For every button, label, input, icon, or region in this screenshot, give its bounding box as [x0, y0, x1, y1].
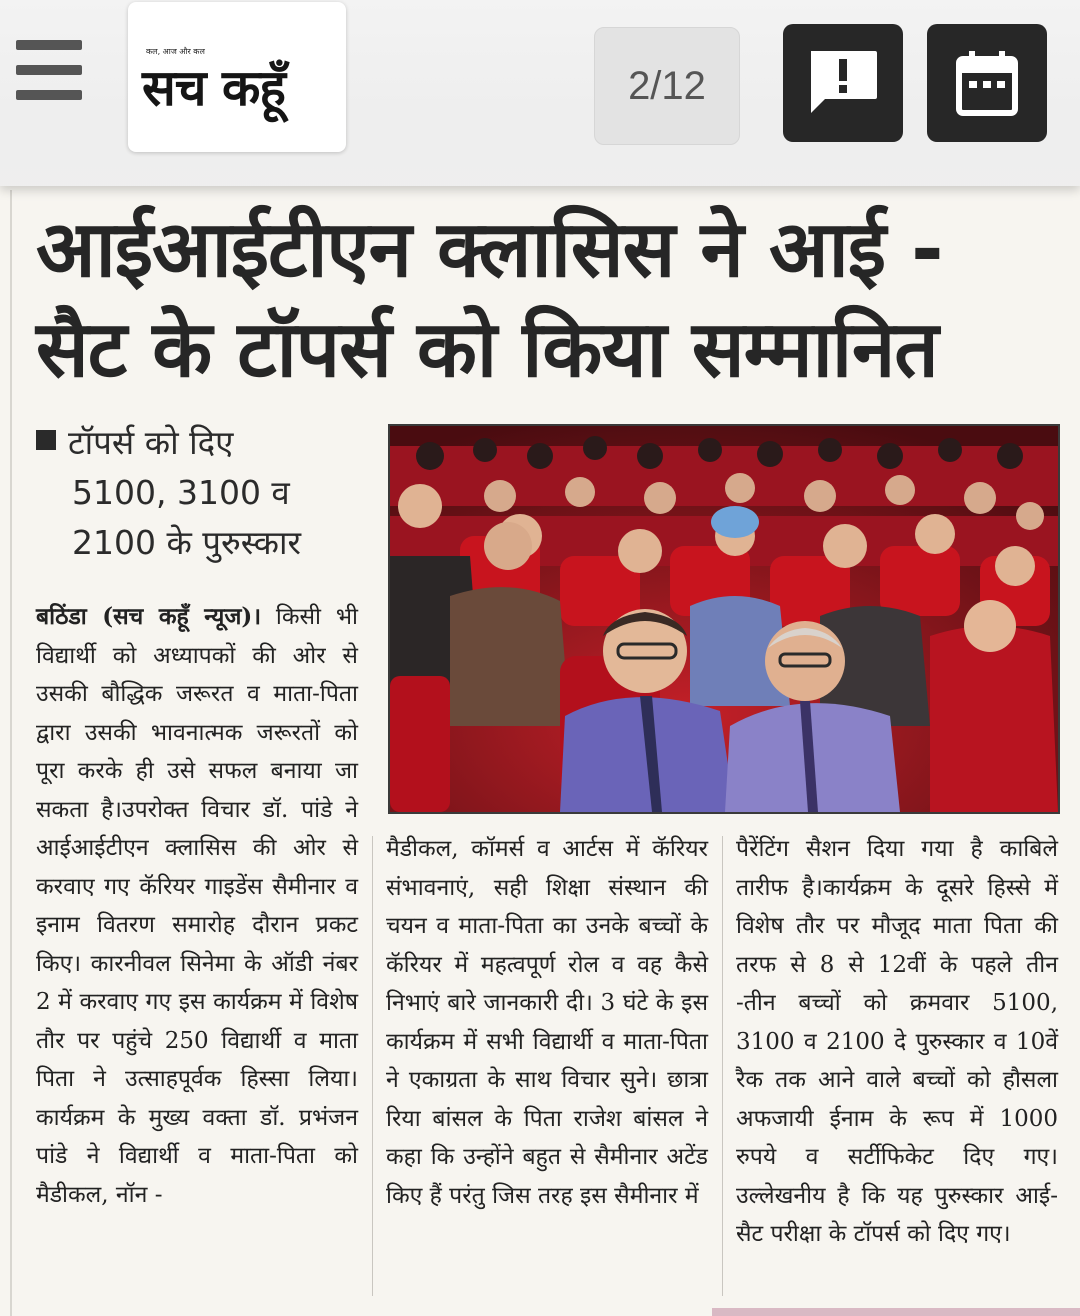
top-app-bar — [0, 0, 1080, 186]
newspaper-logo[interactable] — [128, 2, 346, 152]
article-column-3 — [736, 830, 1058, 1254]
column-divider — [372, 836, 373, 1296]
headline-line-1: आईआईटीएन क्लासिस ने आई - — [36, 205, 943, 295]
calendar-icon — [955, 49, 1019, 117]
calendar-button[interactable] — [927, 24, 1047, 142]
logo-name: सच कहूँ — [142, 58, 285, 117]
article-headline — [36, 200, 1066, 400]
next-article-edge — [712, 1308, 1080, 1316]
highlight-line-2: 5100, 3100 व — [72, 473, 290, 512]
headline-line-2: सैट के टॉपर्स को किया सम्मानित — [36, 305, 938, 395]
article-column-1 — [36, 598, 358, 1214]
column-1-text: किसी भी विद्यार्थी को अध्यापकों की ओर से उसकी बौद्धिक जरूरत व माता-पिता द्वारा उसकी भावनात्मक जरूरतों को पूरा करके ही उसे सफल बनाया जा सकता है।उपरोक्त विचार डॉ. पांडे ने आईआईटीएन क्लासिस की ओर से करवाए गए कॅरियर गाइडेंस सैमीनार व इनाम वितरण समारोह दौरान प्रकट किए। कारनीवल सिनेमा के ऑडी नंबर 2 में करवाए गए इस कार्यक्रम में विशेष तौर पर पहुंचे 250 विद्यार्थी व माता पिता ने उत्साहपूर्वक हिस्सा लिया। कार्यक्रम के मुख्य वक्ता डॉ. प्रभंजन पांडे ने विद्यार्थी व माता-पिता को मैडीकल, नॉन - — [36, 604, 358, 1208]
event-photo — [388, 424, 1060, 814]
feedback-icon — [805, 47, 881, 119]
highlight-line-3: 2100 के पुरुस्कार — [72, 523, 302, 562]
highlight-line-1: टॉपर्स को दिए — [68, 423, 234, 462]
column-3-text: पैरेंटिंग सैशन दिया गया है काबिले तारीफ है।कार्यक्रम के दूसरे हिस्से में विशेष तौर पर मौजूद माता पिता की तरफ से 8 से 12वीं के पहले तीन -तीन बच्चों को क्रमवार 5100, 3100 व 2100 दे पुरुस्कार व 10वें रैक तक आने वाले बच्चों को हौसला अफजायी ईनाम के रूप में 1000 रुपये व सर्टीफिकेट दिए गए। उल्लेखनीय है कि यह पुरुस्कार आई-सैट परीक्षा के टॉपर्स को दिए गए। — [736, 836, 1058, 1247]
column-divider — [722, 836, 723, 1296]
article-column-2 — [386, 830, 708, 1215]
feedback-button[interactable] — [783, 24, 903, 142]
column-2-text: मैडीकल, कॉमर्स व आर्टस में कॅरियर संभावनाएं, सही शिक्षा संस्थान की चयन व माता-पिता का उनके बच्चों के कॅरियर में महत्वपूर्ण रोल व वह कैसे निभाएं बारे जानकारी दी। 3 घंटे के इस कार्यक्रम में सभी विद्यार्थी व माता-पिता ने एकाग्रता के साथ विचार सुने। छात्रा रिया बांसल के पिता राजेश बांसल ने कहा कि उन्होंने बहुत से सैमीनार अटेंड किए हैं परंतु जिस तरह इस सैमीनार में — [386, 836, 708, 1209]
square-bullet-icon — [36, 430, 56, 450]
page-counter[interactable]: 2/12 — [594, 27, 740, 145]
article-highlights — [36, 418, 376, 568]
logo-tagline: कल, आज और कल — [146, 47, 205, 56]
menu-icon[interactable] — [16, 40, 82, 100]
article-dateline: बठिंडा (सच कहूँ न्यूज)। — [36, 603, 262, 630]
column-rule — [10, 190, 12, 1316]
